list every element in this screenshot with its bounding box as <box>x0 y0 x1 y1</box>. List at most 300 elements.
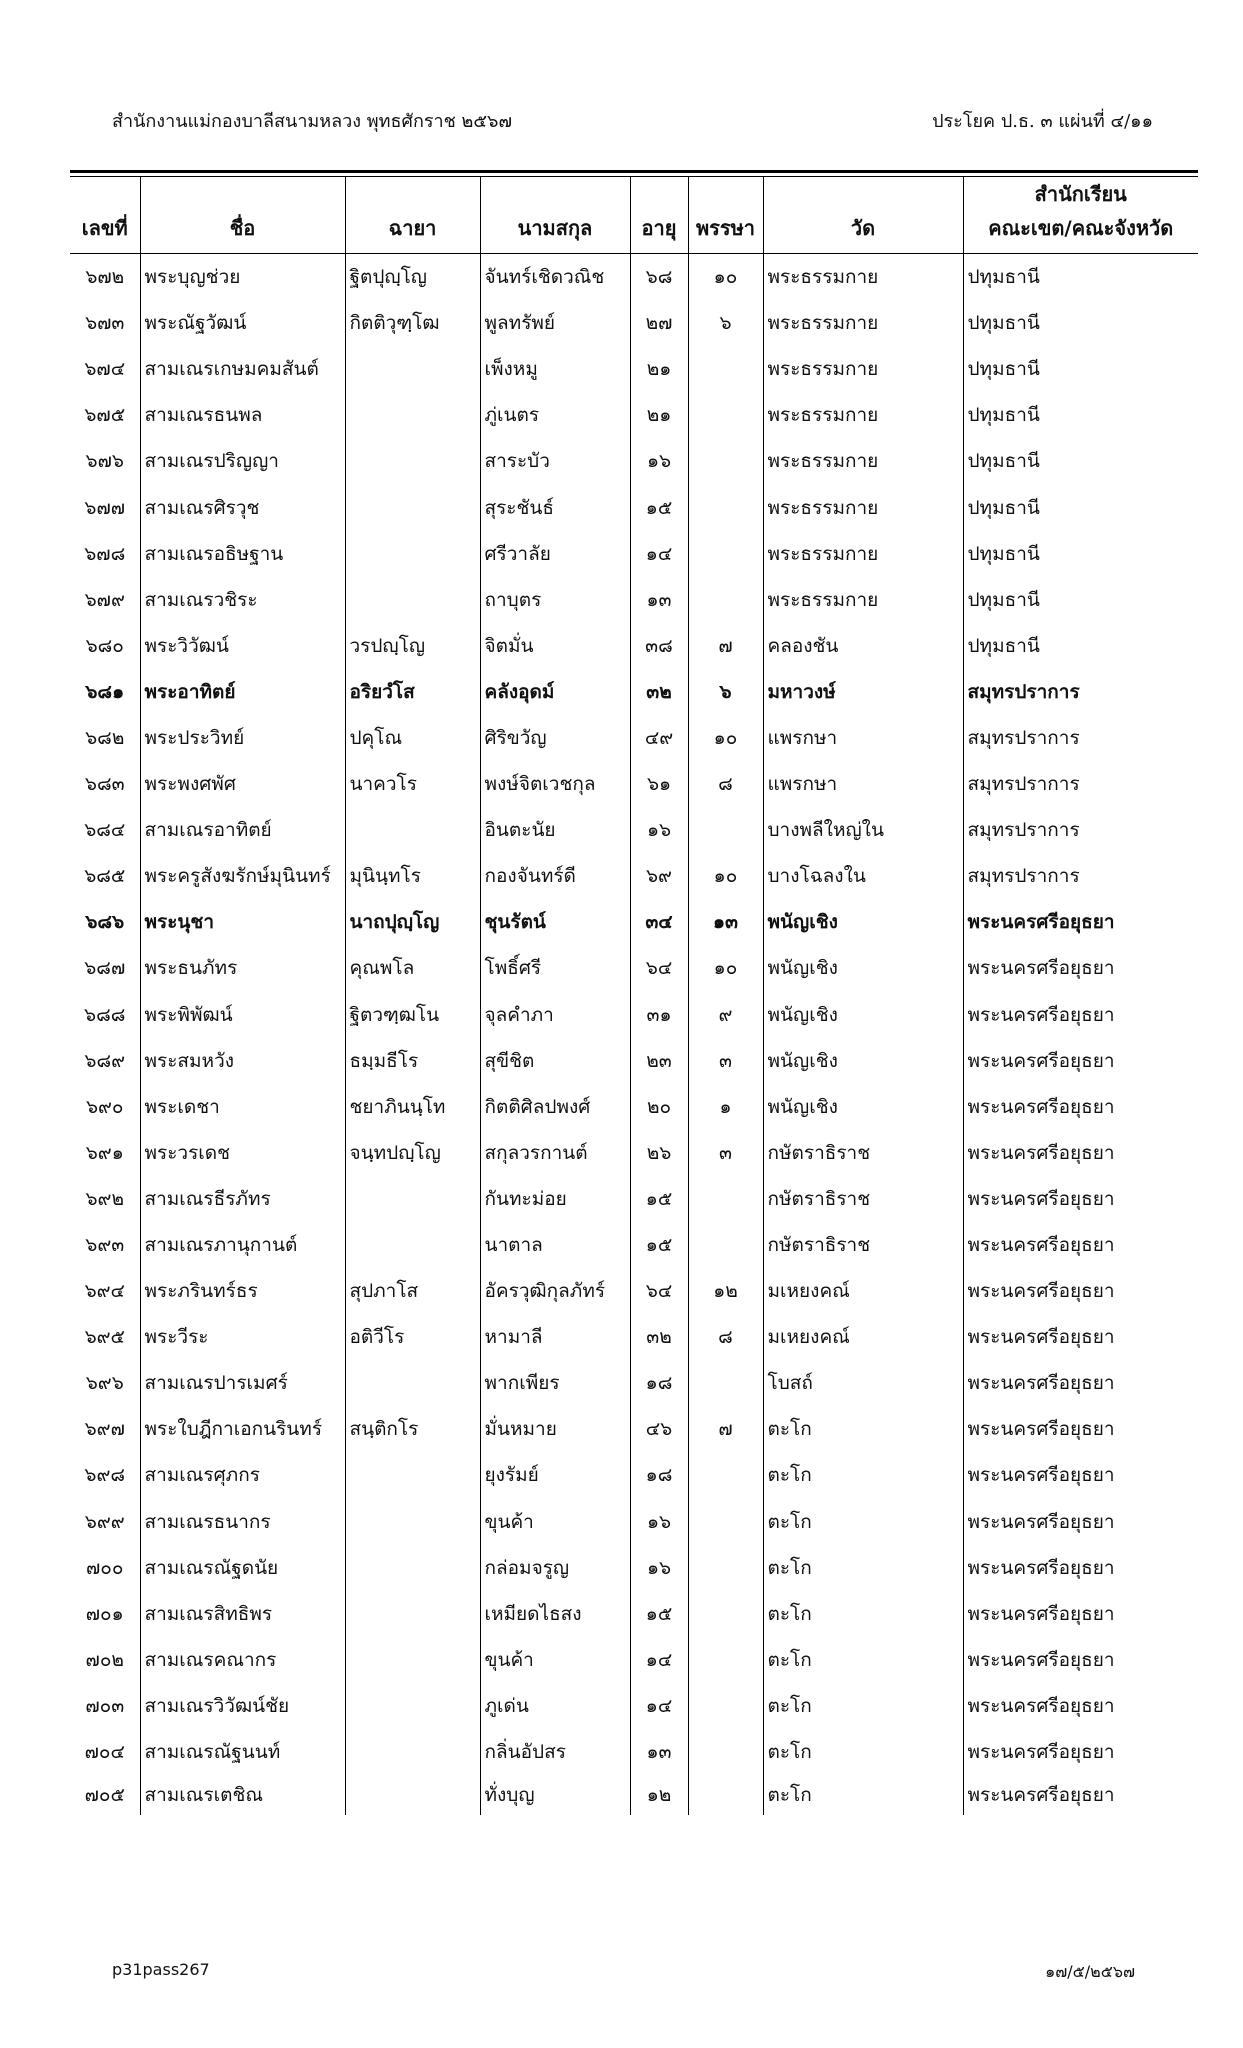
cell-wat: โบสถ์ <box>763 1360 963 1406</box>
page-footer-right: ๑๗/๕/๒๕๖๗ <box>1045 1962 1135 1981</box>
cell-surname: จิตมั่น <box>480 623 630 669</box>
cell-age: ๑๔ <box>630 1637 688 1683</box>
cell-name: พระวรเดช <box>140 1130 345 1176</box>
cell-surname: พูลทรัพย์ <box>480 300 630 346</box>
table-row <box>70 1637 1198 1683</box>
cell-chaya: ชยาภินนฺโท <box>345 1084 480 1130</box>
cell-name: สามเณรศิรวุช <box>140 484 345 530</box>
cell-name: สามเณรศุภกร <box>140 1452 345 1498</box>
cell-years: ๗ <box>688 1406 763 1452</box>
cell-wat: แพรกษา <box>763 761 963 807</box>
cell-school: พระนครศรีอยุธยา <box>963 1130 1198 1176</box>
cell-chaya <box>345 1176 480 1222</box>
cell-chaya <box>345 1222 480 1268</box>
cell-wat: บางโฉลงใน <box>763 853 963 899</box>
cell-num: ๗๐๑ <box>85 1602 124 1625</box>
cell-age: ๒๐ <box>630 1084 688 1130</box>
cell-age: ๑๘ <box>630 1452 688 1498</box>
cell-school: ปทุมธานี <box>963 254 1198 301</box>
cell-school: พระนครศรีอยุธยา <box>963 1591 1198 1637</box>
table-row <box>70 1038 1198 1084</box>
cell-wat: พระธรรมกาย <box>763 346 963 392</box>
cell-num: ๖๙๕ <box>84 1326 125 1349</box>
table-row <box>70 531 1198 577</box>
table-row <box>70 300 1198 346</box>
cell-years: ๑๐ <box>688 254 763 301</box>
cell-years <box>688 1591 763 1637</box>
cell-surname: คลังอุดม์ <box>480 669 630 715</box>
cell-school: ปทุมธานี <box>963 531 1198 577</box>
cell-surname: สุระชันธ์ <box>480 484 630 530</box>
cell-wat: มเหยงคณ์ <box>763 1268 963 1314</box>
table-row <box>70 1452 1198 1498</box>
header-rule-thick <box>70 170 1198 173</box>
cell-age: ๖๔ <box>630 1268 688 1314</box>
cell-wat: พระธรรมกาย <box>763 577 963 623</box>
cell-name: สามเณรอธิษฐาน <box>140 531 345 577</box>
cell-name: สามเณรปริญญา <box>140 438 345 484</box>
cell-years: ๑ <box>688 1084 763 1130</box>
cell-surname: สาระบัว <box>480 438 630 484</box>
cell-years: ๓ <box>688 1038 763 1084</box>
cell-school: สมุทรปราการ <box>963 715 1198 761</box>
col-header-num: เลขที่ <box>70 177 140 254</box>
cell-wat: ตะโก <box>763 1775 963 1815</box>
cell-surname: ศรีวาลัย <box>480 531 630 577</box>
cell-age: ๑๒ <box>630 1775 688 1815</box>
cell-wat: ตะโก <box>763 1683 963 1729</box>
col-header-years: พรรษา <box>688 177 763 254</box>
table-row <box>70 1406 1198 1452</box>
cell-age: ๖๑ <box>630 761 688 807</box>
cell-years <box>688 531 763 577</box>
cell-name: พระใบฎีกาเอกนรินทร์ <box>140 1406 345 1452</box>
cell-name: พระพงศพัศ <box>140 761 345 807</box>
cell-years <box>688 392 763 438</box>
cell-chaya <box>345 1545 480 1591</box>
table-row <box>70 1499 1198 1545</box>
cell-school: พระนครศรีอยุธยา <box>963 1545 1198 1591</box>
cell-num: ๖๗๓ <box>85 312 125 335</box>
cell-surname: ศิริขวัญ <box>480 715 630 761</box>
cell-age: ๔๖ <box>630 1406 688 1452</box>
cell-wat: บางพลีใหญ่ใน <box>763 807 963 853</box>
cell-age: ๑๕ <box>630 484 688 530</box>
cell-wat: พระธรรมกาย <box>763 300 963 346</box>
cell-name: สามเณรวิวัฒน์ชัย <box>140 1683 345 1729</box>
cell-surname: ชุนรัตน์ <box>480 899 630 945</box>
cell-name: พระณัฐวัฒน์ <box>140 300 345 346</box>
cell-wat: พนัญเชิง <box>763 1038 963 1084</box>
cell-chaya <box>345 577 480 623</box>
table-row <box>70 715 1198 761</box>
cell-name: สามเณรณัฐนนท์ <box>140 1729 345 1775</box>
cell-school: พระนครศรีอยุธยา <box>963 1499 1198 1545</box>
table-row <box>70 853 1198 899</box>
cell-surname: พากเพียร <box>480 1360 630 1406</box>
cell-age: ๖๘ <box>630 254 688 301</box>
cell-chaya: วรปญฺโญ <box>345 623 480 669</box>
cell-age: ๑๕ <box>630 1176 688 1222</box>
cell-num: ๗๐๕ <box>84 1784 125 1807</box>
cell-years <box>688 577 763 623</box>
cell-name: พระสมหวัง <box>140 1038 345 1084</box>
cell-surname: โพธิ์ศรี <box>480 945 630 991</box>
cell-age: ๓๑ <box>630 992 688 1038</box>
cell-name: พระบุญช่วย <box>140 254 345 301</box>
cell-chaya: มุนินฺทโร <box>345 853 480 899</box>
cell-chaya: นาถปุญฺโญ <box>345 899 480 945</box>
cell-name: พระเดชา <box>140 1084 345 1130</box>
cell-surname: เพ็งหมู <box>480 346 630 392</box>
cell-chaya: สนฺติกโร <box>345 1406 480 1452</box>
cell-num: ๖๙๔ <box>84 1280 125 1303</box>
cell-num: ๖๙๑ <box>85 1141 124 1164</box>
cell-chaya <box>345 392 480 438</box>
cell-age: ๖๙ <box>630 853 688 899</box>
cell-school: พระนครศรีอยุธยา <box>963 1176 1198 1222</box>
cell-age: ๑๔ <box>630 531 688 577</box>
cell-chaya <box>345 807 480 853</box>
cell-num: ๖๘๖ <box>85 911 125 934</box>
cell-chaya: สุปภาโส <box>345 1268 480 1314</box>
cell-school: พระนครศรีอยุธยา <box>963 1452 1198 1498</box>
cell-surname: ทั่งบุญ <box>480 1775 630 1815</box>
cell-num: ๖๘๙ <box>84 1049 126 1072</box>
cell-school: พระนครศรีอยุธยา <box>963 1637 1198 1683</box>
cell-school: พระนครศรีอยุธยา <box>963 1314 1198 1360</box>
cell-num: ๖๘๘ <box>84 1003 126 1026</box>
cell-years: ๓ <box>688 1130 763 1176</box>
cell-school: ปทุมธานี <box>963 300 1198 346</box>
table-row <box>70 1314 1198 1360</box>
cell-name: สามเณรปารเมศร์ <box>140 1360 345 1406</box>
cell-name: สามเณรเกษมคมสันต์ <box>140 346 345 392</box>
cell-wat: พระธรรมกาย <box>763 531 963 577</box>
cell-name: พระพิพัฒน์ <box>140 992 345 1038</box>
cell-chaya: อติวีโร <box>345 1314 480 1360</box>
cell-wat: ตะโก <box>763 1406 963 1452</box>
cell-age: ๓๒ <box>630 669 688 715</box>
cell-age: ๓๔ <box>630 899 688 945</box>
table-row <box>70 392 1198 438</box>
cell-chaya <box>345 1591 480 1637</box>
cell-school: พระนครศรีอยุธยา <box>963 945 1198 991</box>
table-row <box>70 1130 1198 1176</box>
table-row <box>70 254 1198 301</box>
cell-chaya <box>345 1637 480 1683</box>
cell-school: พระนครศรีอยุธยา <box>963 1084 1198 1130</box>
cell-surname: หามาลี <box>480 1314 630 1360</box>
cell-num: ๖๘๒ <box>85 726 125 749</box>
cell-surname: นาตาล <box>480 1222 630 1268</box>
cell-surname: ยุงรัมย์ <box>480 1452 630 1498</box>
cell-surname: กันทะม่อย <box>480 1176 630 1222</box>
table-row <box>70 807 1198 853</box>
cell-years <box>688 484 763 530</box>
cell-years: ๑๓ <box>688 899 763 945</box>
cell-wat: ตะโก <box>763 1637 963 1683</box>
cell-name: พระธนภัทร <box>140 945 345 991</box>
cell-num: ๖๘๕ <box>84 865 126 888</box>
cell-chaya: อริยวํโส <box>345 669 480 715</box>
col-header-wat: วัด <box>763 177 963 254</box>
cell-school: ปทุมธานี <box>963 392 1198 438</box>
cell-name: สามเณรอาทิตย์ <box>140 807 345 853</box>
cell-school: พระนครศรีอยุธยา <box>963 1406 1198 1452</box>
table-row <box>70 761 1198 807</box>
cell-wat: พนัญเชิง <box>763 945 963 991</box>
cell-school: พระนครศรีอยุธยา <box>963 1729 1198 1775</box>
cell-chaya <box>345 1452 480 1498</box>
cell-chaya <box>345 484 480 530</box>
table-row <box>70 992 1198 1038</box>
cell-chaya: ฐิตปุญฺโญ <box>345 254 480 301</box>
cell-num: ๖๙๒ <box>85 1187 124 1210</box>
cell-chaya <box>345 346 480 392</box>
table-row <box>70 438 1198 484</box>
cell-name: พระวีระ <box>140 1314 345 1360</box>
cell-years <box>688 1222 763 1268</box>
cell-wat: แพรกษา <box>763 715 963 761</box>
cell-school: สมุทรปราการ <box>963 761 1198 807</box>
cell-age: ๒๖ <box>630 1130 688 1176</box>
cell-age: ๒๑ <box>630 392 688 438</box>
cell-age: ๑๕ <box>630 1591 688 1637</box>
cell-num: ๖๙๐ <box>85 1095 124 1118</box>
cell-surname: กลิ่นอัปสร <box>480 1729 630 1775</box>
cell-wat: กษัตราธิราช <box>763 1176 963 1222</box>
cell-wat: มหาวงษ์ <box>763 669 963 715</box>
cell-school: ปทุมธานี <box>963 438 1198 484</box>
cell-num: ๖๘๑ <box>85 680 125 703</box>
page-footer-left: p31pass267 <box>112 1960 210 1979</box>
cell-chaya <box>345 1360 480 1406</box>
cell-surname: มั่นหมาย <box>480 1406 630 1452</box>
cell-age: ๓๒ <box>630 1314 688 1360</box>
cell-num: ๖๙๗ <box>84 1418 125 1441</box>
cell-school: พระนครศรีอยุธยา <box>963 1222 1198 1268</box>
table-header-row <box>70 177 1198 254</box>
cell-wat: พระธรรมกาย <box>763 484 963 530</box>
cell-years <box>688 1176 763 1222</box>
cell-surname: อินตะนัย <box>480 807 630 853</box>
cell-name: พระภรินทร์ธร <box>140 1268 345 1314</box>
cell-num: ๖๘๓ <box>84 773 125 796</box>
table-row <box>70 1268 1198 1314</box>
cell-school: พระนครศรีอยุธยา <box>963 1683 1198 1729</box>
cell-name: สามเณรเตชิณ <box>140 1775 345 1815</box>
cell-chaya <box>345 1683 480 1729</box>
cell-chaya: ปคุโณ <box>345 715 480 761</box>
cell-wat: คลองชัน <box>763 623 963 669</box>
cell-name: สามเณรธนากร <box>140 1499 345 1545</box>
cell-num: ๖๗๖ <box>85 450 124 473</box>
cell-name: สามเณรภานุกานต์ <box>140 1222 345 1268</box>
cell-name: สามเณรธนพล <box>140 392 345 438</box>
cell-chaya: กิตติวุฑฺโฒ <box>345 300 480 346</box>
cell-name: สามเณรณัฐดนัย <box>140 1545 345 1591</box>
table-row <box>70 1683 1198 1729</box>
table-body <box>70 254 1198 1816</box>
cell-school: ปทุมธานี <box>963 623 1198 669</box>
cell-num: ๖๗๔ <box>84 358 126 381</box>
cell-surname: สกุลวรกานต์ <box>480 1130 630 1176</box>
cell-name: สามเณรวชิระ <box>140 577 345 623</box>
cell-wat: กษัตราธิราช <box>763 1222 963 1268</box>
table-row <box>70 1591 1198 1637</box>
cell-years <box>688 1637 763 1683</box>
cell-wat: พนัญเชิง <box>763 899 963 945</box>
cell-num: ๖๙๘ <box>84 1464 126 1487</box>
table-row <box>70 1176 1198 1222</box>
cell-chaya <box>345 1729 480 1775</box>
cell-school: พระนครศรีอยุธยา <box>963 899 1198 945</box>
cell-school: ปทุมธานี <box>963 577 1198 623</box>
cell-num: ๖๘๗ <box>84 957 126 980</box>
cell-num: ๖๘๐ <box>85 634 124 657</box>
table-row <box>70 1775 1198 1815</box>
cell-years: ๙ <box>688 992 763 1038</box>
cell-chaya: คุณพโล <box>345 945 480 991</box>
cell-name: พระประวิทย์ <box>140 715 345 761</box>
cell-wat: พระธรรมกาย <box>763 438 963 484</box>
table-row <box>70 1222 1198 1268</box>
cell-num: ๖๗๙ <box>84 588 125 611</box>
cell-surname: ถาบุตร <box>480 577 630 623</box>
col-header-age: อายุ <box>630 177 688 254</box>
cell-wat: พระธรรมกาย <box>763 392 963 438</box>
cell-school: พระนครศรีอยุธยา <box>963 1268 1198 1314</box>
cell-school: สมุทรปราการ <box>963 669 1198 715</box>
cell-chaya: จนฺทปญฺโญ <box>345 1130 480 1176</box>
cell-age: ๑๔ <box>630 1683 688 1729</box>
table-row <box>70 1360 1198 1406</box>
cell-wat: ตะโก <box>763 1591 963 1637</box>
cell-wat: ตะโก <box>763 1545 963 1591</box>
cell-surname: ภู่เนตร <box>480 392 630 438</box>
cell-surname: สุขีชิต <box>480 1038 630 1084</box>
cell-surname: กิตติศิลปพงศ์ <box>480 1084 630 1130</box>
cell-age: ๑๖ <box>630 1545 688 1591</box>
results-table <box>70 177 1198 1815</box>
cell-num: ๖๗๗ <box>84 496 126 519</box>
cell-wat: ตะโก <box>763 1499 963 1545</box>
cell-name: พระครูสังฆรักษ์มุนินทร์ <box>140 853 345 899</box>
table-row <box>70 899 1198 945</box>
cell-name: พระวิวัฒน์ <box>140 623 345 669</box>
cell-chaya: ฐิตวฑฺฒโน <box>345 992 480 1038</box>
cell-age: ๑๖ <box>630 438 688 484</box>
page-header-left: สำนักงานแม่กองบาลีสนามหลวง พุทธศักราช ๒๕๖๗ <box>112 111 513 132</box>
cell-years: ๑๐ <box>688 853 763 899</box>
cell-wat: กษัตราธิราช <box>763 1130 963 1176</box>
cell-age: ๓๘ <box>630 623 688 669</box>
cell-chaya <box>345 438 480 484</box>
cell-years <box>688 1452 763 1498</box>
cell-chaya <box>345 531 480 577</box>
cell-school: พระนครศรีอยุธยา <box>963 992 1198 1038</box>
col-header-name: ชื่อ <box>140 177 345 254</box>
col-header-chaya: ฉายา <box>345 177 480 254</box>
cell-years: ๘ <box>688 761 763 807</box>
cell-age: ๒๗ <box>630 300 688 346</box>
cell-years: ๑๐ <box>688 945 763 991</box>
cell-school: พระนครศรีอยุธยา <box>963 1775 1198 1815</box>
cell-school: พระนครศรีอยุธยา <box>963 1038 1198 1084</box>
cell-school: สมุทรปราการ <box>963 853 1198 899</box>
cell-years <box>688 1683 763 1729</box>
cell-surname: จุลคำภา <box>480 992 630 1038</box>
table-row <box>70 577 1198 623</box>
table-row <box>70 1084 1198 1130</box>
cell-num: ๗๐๔ <box>84 1741 125 1764</box>
cell-age: ๒๓ <box>630 1038 688 1084</box>
cell-years <box>688 346 763 392</box>
table-row <box>70 1545 1198 1591</box>
cell-num: ๖๗๒ <box>85 266 125 289</box>
cell-school: ปทุมธานี <box>963 346 1198 392</box>
cell-num: ๖๙๓ <box>85 1234 125 1257</box>
col-header-surname: นามสกุล <box>480 177 630 254</box>
cell-years: ๑๒ <box>688 1268 763 1314</box>
cell-age: ๖๔ <box>630 945 688 991</box>
cell-years: ๘ <box>688 1314 763 1360</box>
cell-surname: ขุนค้า <box>480 1637 630 1683</box>
table-row <box>70 669 1198 715</box>
cell-name: สามเณรคณากร <box>140 1637 345 1683</box>
cell-name: สามเณรสิทธิพร <box>140 1591 345 1637</box>
cell-name: พระอาทิตย์ <box>140 669 345 715</box>
cell-surname: เหมียดไธสง <box>480 1591 630 1637</box>
cell-wat: พนัญเชิง <box>763 1084 963 1130</box>
cell-wat: ตะโก <box>763 1729 963 1775</box>
cell-chaya: นาควโร <box>345 761 480 807</box>
cell-years <box>688 1499 763 1545</box>
cell-years: ๑๐ <box>688 715 763 761</box>
cell-num: ๖๗๘ <box>84 542 126 565</box>
cell-age: ๑๓ <box>630 1729 688 1775</box>
cell-wat: มเหยงคณ์ <box>763 1314 963 1360</box>
cell-years: ๖ <box>688 669 763 715</box>
table-row <box>70 623 1198 669</box>
cell-years <box>688 1729 763 1775</box>
cell-num: ๖๙๙ <box>84 1510 125 1533</box>
cell-years <box>688 807 763 853</box>
table-row <box>70 945 1198 991</box>
cell-age: ๑๓ <box>630 577 688 623</box>
cell-years: ๖ <box>688 300 763 346</box>
cell-surname: อัครวุฒิกุลภัทร์ <box>480 1268 630 1314</box>
cell-surname: จันทร์เชิดวณิช <box>480 254 630 301</box>
cell-years <box>688 1360 763 1406</box>
table-row <box>70 1729 1198 1775</box>
cell-chaya: ธมฺมธีโร <box>345 1038 480 1084</box>
col-header-school-line1: สำนักเรียน <box>1034 182 1127 206</box>
cell-years <box>688 438 763 484</box>
cell-name: พระนุชา <box>140 899 345 945</box>
cell-name: สามเณรธีรภัทร <box>140 1176 345 1222</box>
col-header-school-line2: คณะเขต/คณะจังหวัด <box>988 216 1174 240</box>
cell-num: ๖๗๕ <box>84 404 126 427</box>
cell-chaya <box>345 1775 480 1815</box>
cell-years <box>688 1775 763 1815</box>
col-header-school <box>963 177 1198 254</box>
cell-surname: กล่อมจรูญ <box>480 1545 630 1591</box>
cell-wat: พระธรรมกาย <box>763 254 963 301</box>
cell-surname: พงษ์จิตเวชกุล <box>480 761 630 807</box>
cell-surname: ภูเด่น <box>480 1683 630 1729</box>
